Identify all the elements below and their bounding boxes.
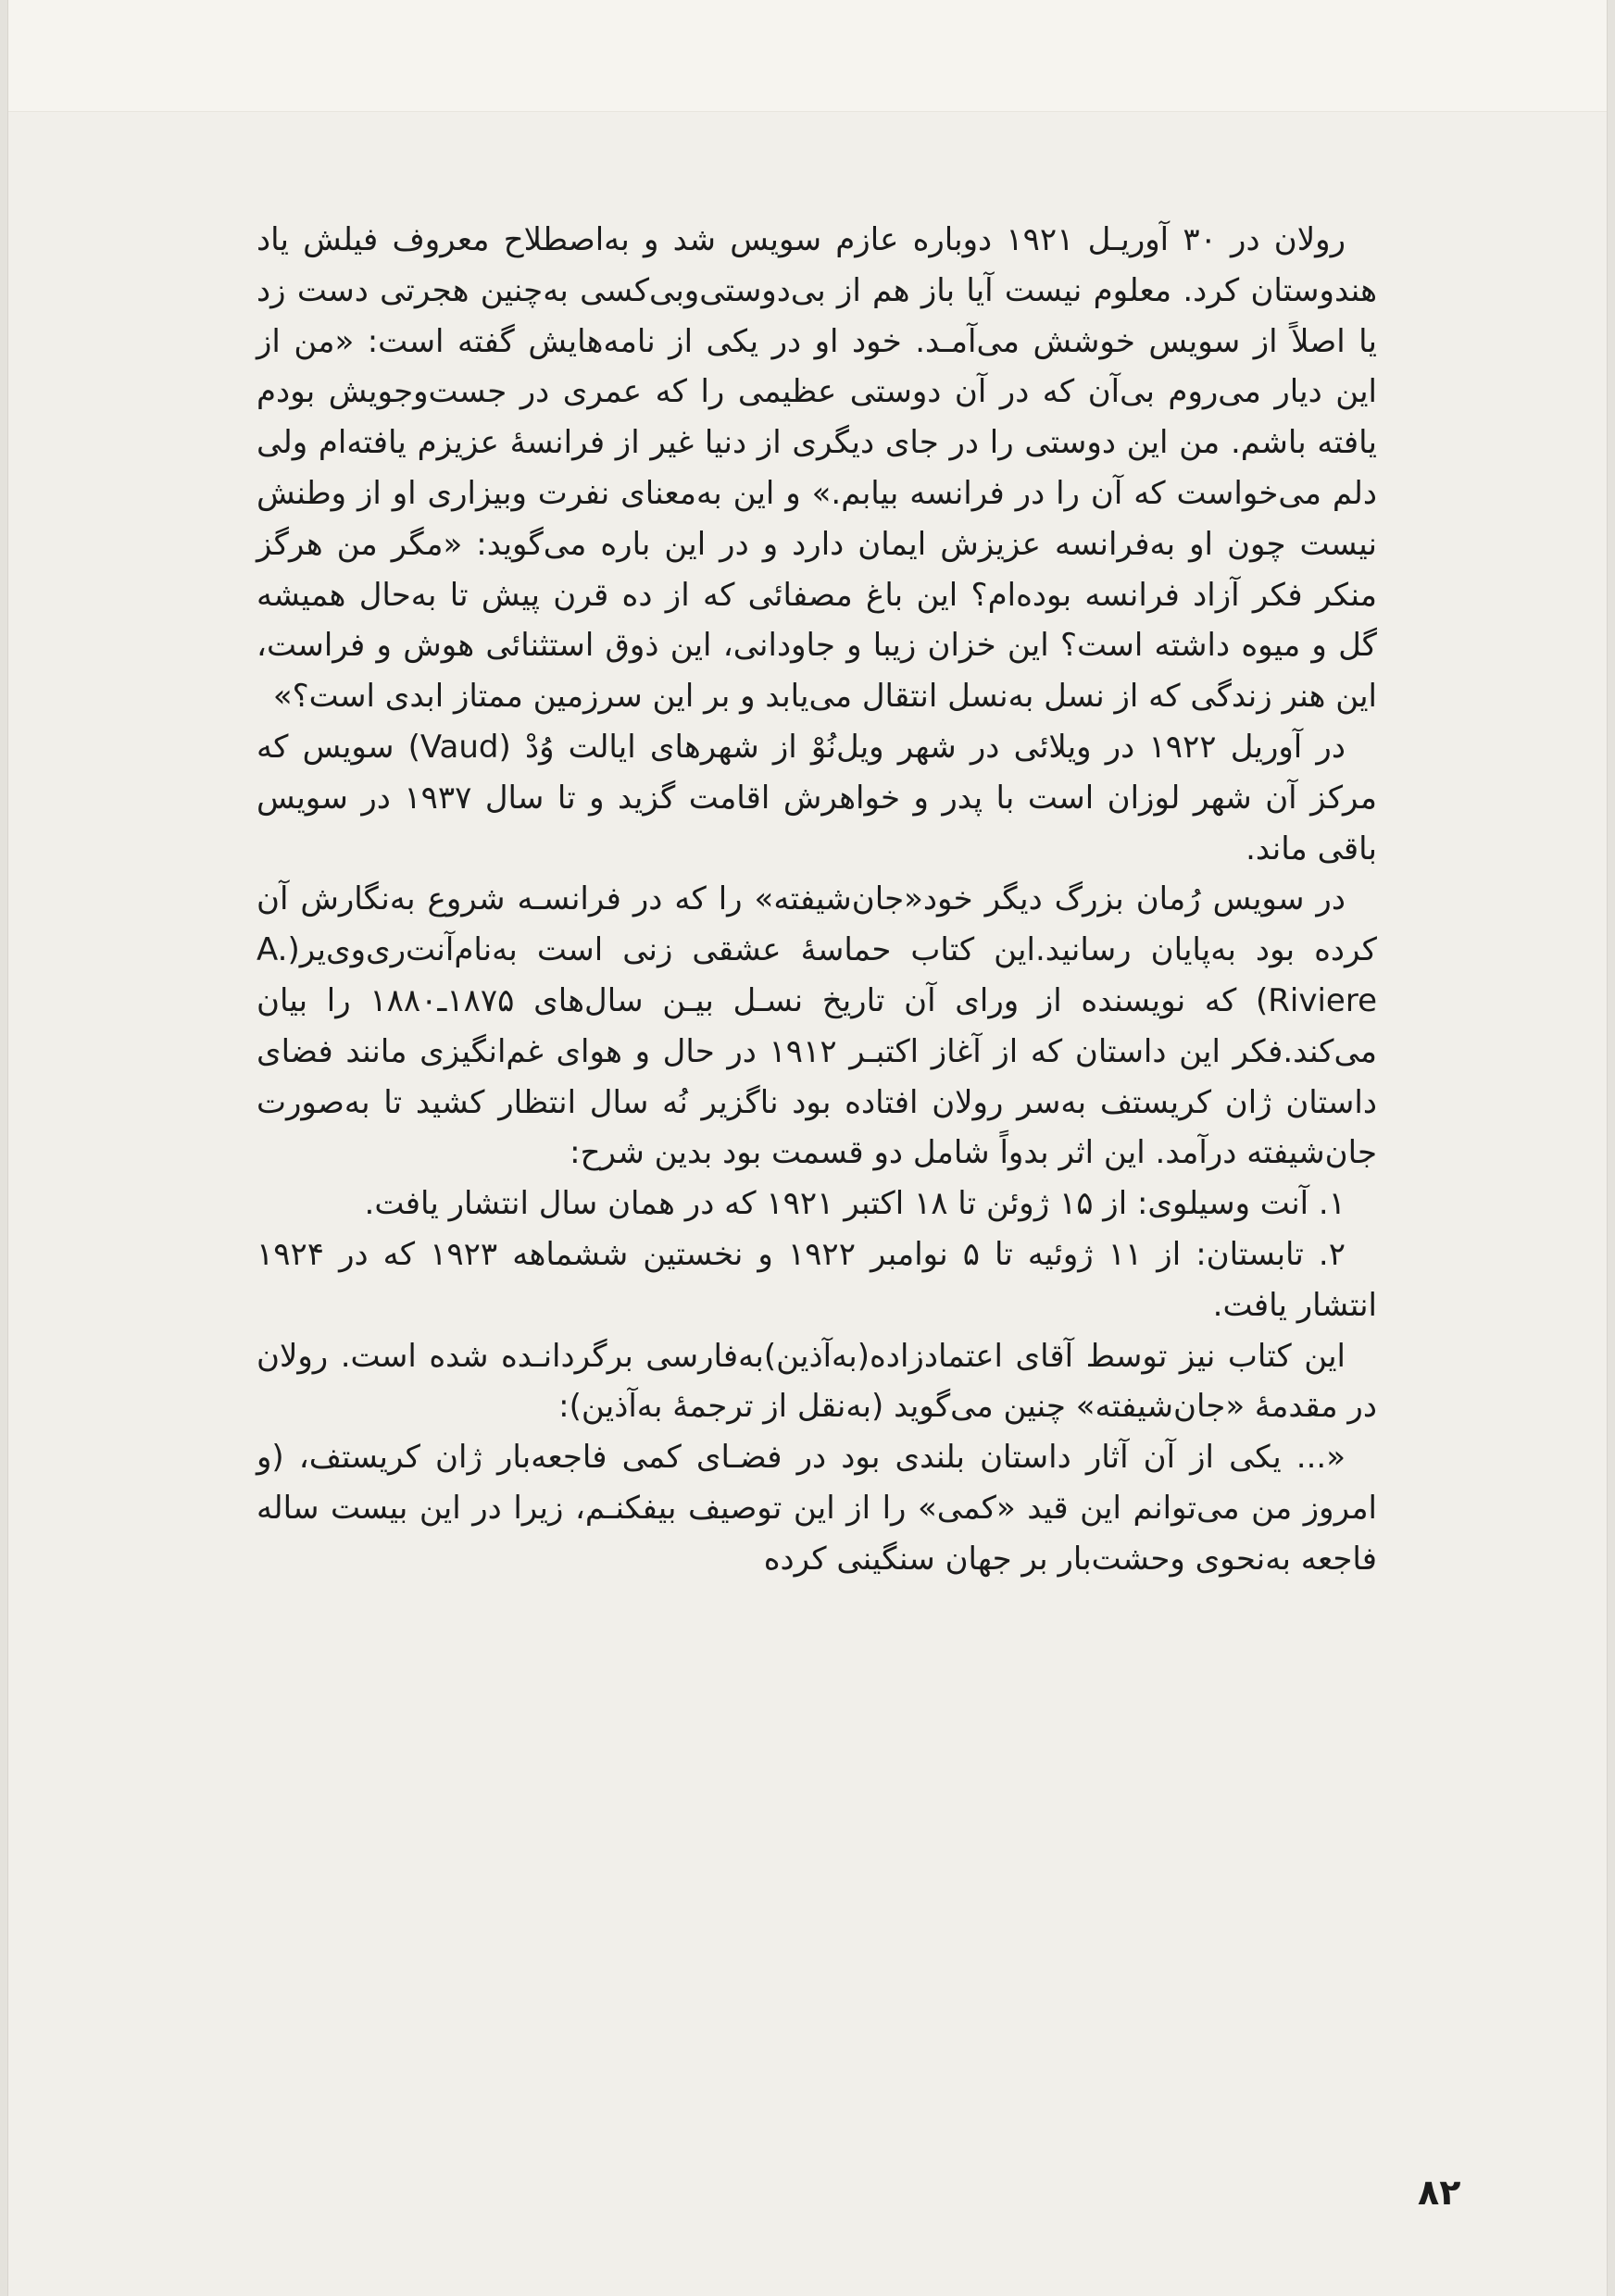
paragraph-2: در آوریل ۱۹۲۲ در ویلائی در شهر ویل‌نُوْ از شهرهای ایالت وُدْ (Vaud) سویس که مرکز آن شهر لوزان است با پدر و خواهرش اقامت گزید و تا سال ۱۹۳۷ در سویس باقی ماند. bbox=[257, 728, 1377, 867]
list-item-1: ۱. آنت وسیلوی: از ۱۵ ژوئن تا ۱۸ اکتبر ۱۹۲۱ که در همان سال انتشار یافت. bbox=[364, 1185, 1346, 1223]
paragraph-1: رولان در ۳۰ آوریـل ۱۹۲۱ دوباره عازم سویس شد و به‌اصطلاح معروف فیلش یاد هندوستان کرد. معلوم نیست آیا باز هم از بی‌دوستی‌وبی‌کسی به‌چنین هجرتی دست زد یا اصلاً از سویس خوشش می‌آمـد. خود او در یکی از نامه‌هایش گفته است: «من از این دیار می‌روم بی‌آن که در آن دوستی عظیمی را که عمری در جست‌وجویش بودم یافته باشم. من این دوستی را در جای دیگری از دنیا غیر از فرانسهٔ عزیزم یافته‌ام ولی دلم می‌خواست که آن را در فرانسه بیابم.» و این به‌معنای نفرت وبیزاری او از وطنش نیست چون او به‌فرانسه عزیزش ایمان دارد و در این باره می‌گوید: «مگر من هرگز منکر فکر آزاد فرانسه بوده‌ام؟ این باغ مصفائی که از ده قرن پیش تا به‌حال همیشه گل و میوه داشته است؟ این خزان زیبا و جاودانی، این ذوق استثنائی هوش و فراست، این هنر زندگی که از نسل به‌نسل انتقال می‌یابد و بر این سرزمین ممتاز ابدی است؟» bbox=[257, 221, 1377, 716]
book-page bbox=[7, 0, 1608, 2296]
quotation: «... یکی از آن آثار داستان بلندی بود در فضـای کمی فاجعه‌بار ژان کریستف، (و امروز من می‌توانم این قید «کمی» را از این توصیف بیفکنـم، زیرا در این بیست ساله فاجعه به‌نحوی وحشت‌بار بر جهان سنگینی کرده bbox=[257, 1439, 1377, 1578]
list-item-2: ۲. تابستان: از ۱۱ ژوئیه تا ۵ نوامبر ۱۹۲۲ و نخستین ششماهه ۱۹۲۳ که در ۱۹۲۴ انتشار یافت. bbox=[257, 1235, 1377, 1324]
paragraph-3: در سویس رُمان بزرگ دیگر خود«جان‌شیفته» را که در فرانسـه شروع به‌نگارش آن کرده بود به‌پایان رسانید.این کتاب حماسهٔ عشقی زنی است به‌نام‌آنت‌ری‌وی‌یر(A. Riviere) که نویسنده از ورای آن تاریخ نسـل بیـن سال‌های ۱۸۷۵ـ۱۸۸۰ را بیان می‌کند.فکر این داستان که از آغاز اکتبـر ۱۹۱۲ در حال و هوای غم‌انگیزی مانند فضای داستان ژان کریستف به‌سر رولان افتاده بود ناگزیر نُه سال انتظار کشید تا به‌صورت جان‌شیفته درآمد. این اثر بدواً شامل دو قسمت بود بدین شرح: bbox=[257, 880, 1377, 1172]
page-number: ۸۲ bbox=[1418, 2172, 1461, 2213]
paragraph-4: این کتاب نیز توسط آقای اعتمادزاده(به‌آذین)به‌فارسی برگردانـده شده است. رولان در مقدمهٔ «جان‌شیفته» چنین می‌گوید (به‌نقل از ترجمهٔ به‌آذین): bbox=[257, 1337, 1377, 1426]
text-body bbox=[257, 215, 1377, 1585]
